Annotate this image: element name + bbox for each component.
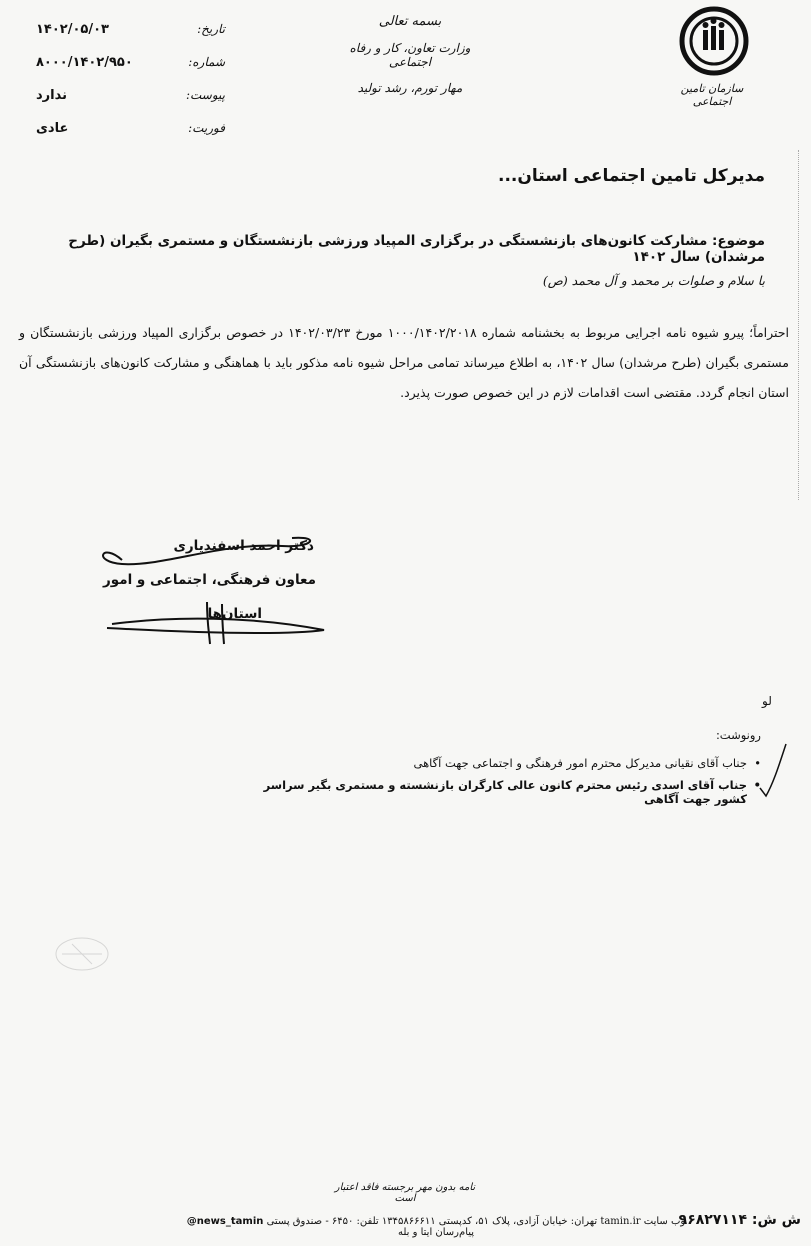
meta-label: پیوست: <box>185 88 225 102</box>
bismillah: بسمه تعالی <box>378 14 442 29</box>
logo-caption: سازمان تامین اجتماعی <box>680 82 744 108</box>
meta-label: تاریخ: <box>197 22 225 36</box>
faint-stamp-icon <box>52 934 112 974</box>
margin-dots <box>798 150 805 500</box>
footer-note: نامه بدون مهر برجسته فاقد اعتبار است <box>334 1182 476 1204</box>
serial-number: ش ش: ۹۶۸۲۷۱۱۴ <box>678 1212 801 1228</box>
greeting: با سلام و صلوات بر محمد و آل محمد (ص) <box>542 273 765 288</box>
letterhead-center <box>330 14 490 107</box>
meta-value: ۱۴۰۲/۰۵/۰۳ <box>36 22 109 37</box>
meta-value: عادی <box>36 121 69 136</box>
meta-label: فوریت: <box>188 121 225 135</box>
meta-label: شماره: <box>188 55 225 69</box>
ministry-name: وزارت تعاون، کار و رفاه اجتماعی <box>349 41 471 69</box>
subject-line: موضوع: مشارکت کانون‌های بازنشستگی در برگزاری المپیاد ورزشی بازنشستگان و مستمری بگیران (طرح مرشدان) سال ۱۴۰۲ <box>68 233 765 265</box>
meta-attachment <box>30 88 225 108</box>
signer-name: دکتر احمد اسفندیاری <box>173 538 314 554</box>
recipient: مدیرکل تامین اجتماعی استان... <box>497 166 765 186</box>
meta-value: ندارد <box>36 88 68 103</box>
cc-block <box>241 728 761 814</box>
meta-priority <box>30 121 225 141</box>
social-handle: @news_tamin <box>186 1216 264 1227</box>
tamin-logo <box>676 6 752 76</box>
signer-title: معاون فرهنگی، اجتماعی و امور <box>103 572 316 588</box>
signature-block <box>82 532 332 652</box>
cc-title: رونوشت: <box>715 728 761 742</box>
meta-number <box>30 55 225 75</box>
cc-item: • جناب آقای اسدی رئیس محترم کانون عالی کارگران بازنشسته و مستمری بگیر سراسر کشور جهت آگاهی <box>241 778 761 806</box>
letter-body: احتراماً؛ پیرو شیوه نامه اجرایی مربوط به بخشنامه شماره ۱۰۰۰/۱۴۰۲/۲۰۱۸ مورخ ۱۴۰۲/۰۳/۲۳ در خصوص برگزاری المپیاد ورزشی بازنشستگان و مستمری بگیران (طرح مرشدان) سال ۱۴۰۲، به اطلاع میرساند تمامی مراحل شیوه نامه مذکور باید با هماهنگی و مشارکت کانون‌های بازنشستگی آن استان انجام گردد. مقتضی است اقدامات لازم در این خصوص صورت پذیرد. <box>19 325 789 400</box>
signer-title-continued: استان‌ها <box>207 606 262 622</box>
check-mark-icon <box>756 742 790 806</box>
year-slogan: مهار تورم، رشد تولید <box>357 81 463 95</box>
footer-address <box>176 1216 696 1238</box>
address-text: تهران: خیابان آزادی، پلاک ۵۱، کدپستی ۱۳۴۵۸۶۶۶۱۱ تلفن: ۶۴۵۰ - صندوق پستی tamin.ir وب سایت پیام‌رسان ایتا و بله <box>266 1216 686 1238</box>
meta-value: ۸۰۰۰/۱۴۰۲/۹۵۰ <box>36 55 133 70</box>
meta-date <box>30 22 225 42</box>
margin-mark: لو <box>762 694 772 708</box>
cc-item: • جناب آقای نقیانی مدیرکل محترم امور فرهنگی و اجتماعی جهت آگاهی <box>241 756 761 770</box>
letter-meta <box>30 22 225 154</box>
